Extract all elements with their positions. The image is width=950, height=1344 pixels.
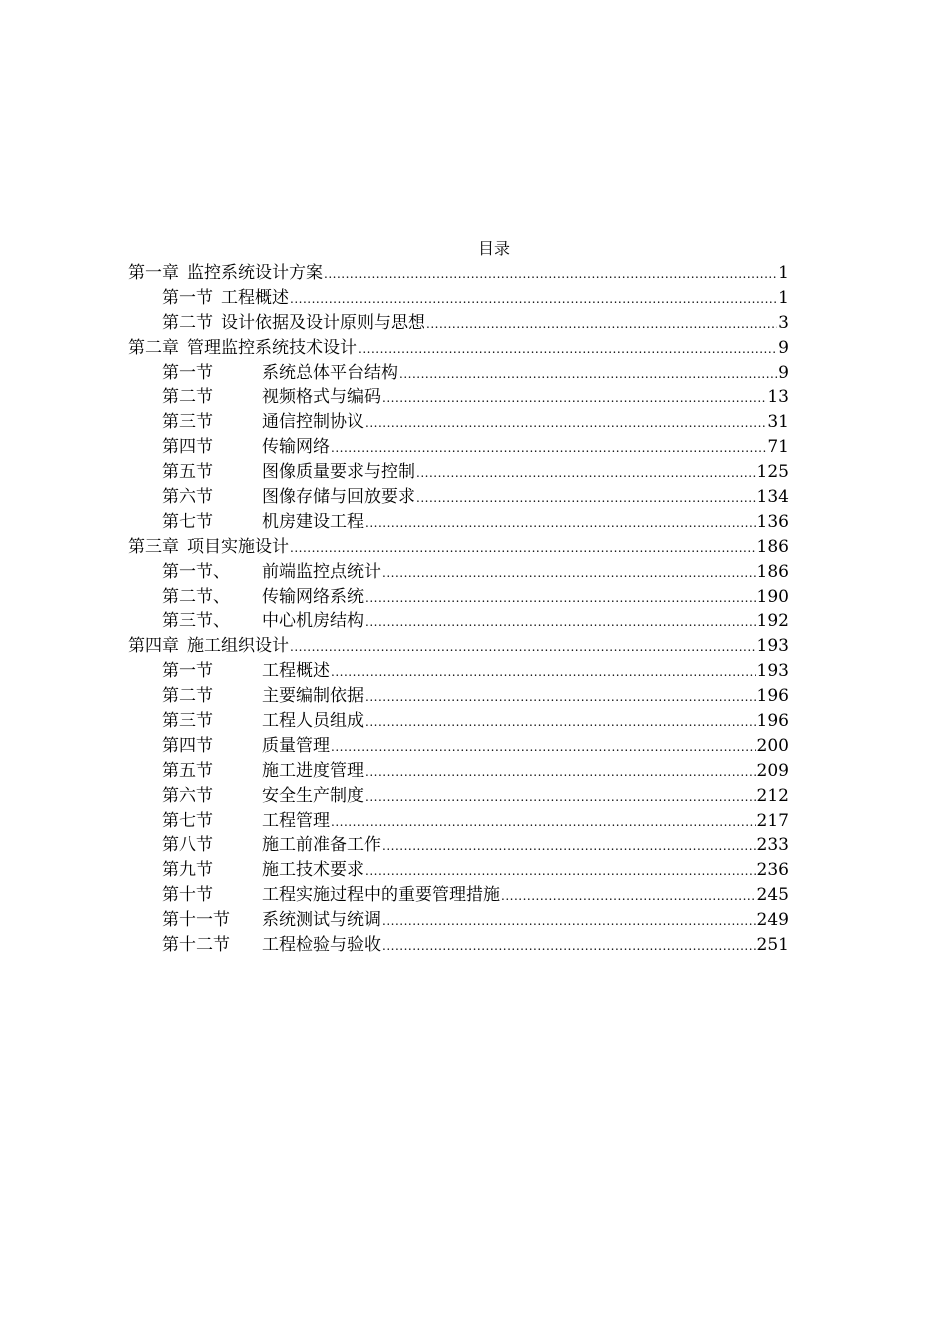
toc-section-entry[interactable]	[128, 585, 789, 610]
toc-entry-title: 设计依据及设计原则与思想	[221, 312, 425, 333]
toc-entry-page-number: 9	[778, 362, 789, 383]
toc-entry-page-number: 193	[756, 661, 789, 682]
toc-entry-title: 工程检验与验收	[262, 935, 381, 956]
toc-section-entry[interactable]	[128, 435, 789, 460]
toc-entry-title: 施工技术要求	[262, 860, 364, 881]
toc-entry-number: 第二节	[162, 312, 213, 333]
toc-entry-page-number: 31	[767, 412, 789, 433]
toc-dot-leader	[426, 312, 777, 336]
toc-entry-page-number: 193	[756, 636, 789, 657]
toc-entry-page-number: 233	[756, 835, 789, 856]
toc-entry-title: 工程管理	[262, 810, 330, 831]
toc-dot-leader	[399, 362, 777, 386]
toc-entry-page-number: 190	[756, 586, 789, 607]
toc-entry-title: 主要编制依据	[262, 686, 364, 707]
toc-section-entry[interactable]	[128, 809, 789, 834]
toc-section-entry[interactable]	[128, 286, 789, 311]
toc-entry-number: 第六节	[162, 487, 213, 508]
toc-chapter-entry[interactable]	[128, 634, 789, 659]
toc-entry-page-number: 3	[778, 312, 789, 333]
toc-entry-title: 前端监控点统计	[262, 561, 381, 582]
toc-entry-title: 施工进度管理	[262, 760, 364, 781]
toc-dot-leader	[365, 610, 756, 634]
toc-entry-page-number: 134	[756, 487, 789, 508]
toc-entry-page-number: 217	[756, 810, 789, 831]
toc-entry-number: 第七节	[162, 810, 213, 831]
toc-entry-number: 第九节	[162, 860, 213, 881]
toc-entry-number: 第一章	[128, 263, 179, 283]
toc-dot-leader	[365, 411, 766, 435]
toc-entry-page-number: 196	[756, 686, 789, 707]
toc-section-entry[interactable]	[128, 460, 789, 485]
toc-section-entry[interactable]	[128, 485, 789, 510]
toc-entry-page-number: 1	[778, 287, 789, 308]
toc-entry-number: 第五节	[162, 462, 213, 483]
toc-entry-number: 第一节、	[162, 561, 230, 582]
toc-entry-number: 第二节	[162, 686, 213, 707]
toc-dot-leader	[365, 859, 756, 883]
toc-dot-leader	[382, 934, 756, 958]
toc-section-entry[interactable]	[128, 311, 789, 336]
toc-dot-leader	[365, 760, 756, 784]
toc-entry-title: 施工组织设计	[187, 636, 289, 657]
toc-entry-title: 机房建设工程	[262, 511, 364, 532]
toc-entry-title: 传输网络系统	[262, 586, 364, 607]
toc-section-entry[interactable]	[128, 883, 789, 908]
toc-entry-page-number: 71	[767, 437, 789, 458]
toc-dot-leader	[290, 287, 777, 311]
toc-entry-number: 第一节	[162, 661, 213, 682]
toc-entry-title: 管理监控系统技术设计	[187, 337, 357, 358]
toc-entry-page-number: 251	[756, 935, 789, 956]
toc-entry-page-number: 1	[778, 263, 789, 283]
toc-dot-leader	[382, 909, 756, 933]
toc-entry-title: 视频格式与编码	[262, 387, 381, 408]
toc-dot-leader	[382, 561, 756, 585]
toc-entry-number: 第五节	[162, 760, 213, 781]
toc-entry-page-number: 245	[756, 885, 789, 906]
toc-dot-leader	[324, 262, 777, 286]
toc-section-entry[interactable]	[128, 709, 789, 734]
toc-dot-leader	[331, 660, 756, 684]
toc-section-entry[interactable]	[128, 734, 789, 759]
toc-entry-title: 图像存储与回放要求	[262, 487, 415, 508]
toc-entry-number: 第一节	[162, 362, 213, 383]
toc-entry-number: 第一节	[162, 287, 213, 308]
toc-entry-title: 工程概述	[221, 287, 289, 308]
toc-entry-page-number: 136	[756, 511, 789, 532]
toc-entry-number: 第三节	[162, 711, 213, 732]
toc-section-entry[interactable]	[128, 858, 789, 883]
toc-entry-number: 第十节	[162, 885, 213, 906]
toc-entry-number: 第二节	[162, 387, 213, 408]
toc-entry-page-number: 13	[767, 387, 789, 408]
toc-entry-title: 通信控制协议	[262, 412, 364, 433]
toc-dot-leader	[365, 511, 756, 535]
toc-entry-number: 第二节、	[162, 586, 230, 607]
toc-section-entry[interactable]	[128, 659, 789, 684]
toc-entry-page-number: 9	[778, 337, 789, 358]
toc-dot-leader	[501, 884, 756, 908]
toc-entry-title: 中心机房结构	[262, 611, 364, 632]
toc-section-entry[interactable]	[128, 609, 789, 634]
toc-dot-leader	[290, 635, 756, 659]
toc-entry-title: 施工前准备工作	[262, 835, 381, 856]
toc-entry-title: 系统测试与统调	[262, 910, 381, 931]
toc-entry-number: 第三节、	[162, 611, 230, 632]
toc-chapter-entry[interactable]	[128, 535, 789, 560]
toc-entry-number: 第八节	[162, 835, 213, 856]
toc-entry-title: 传输网络	[262, 437, 330, 458]
toc-entry-page-number: 192	[756, 611, 789, 632]
toc-dot-leader	[290, 536, 756, 560]
toc-entry-title: 图像质量要求与控制	[262, 462, 415, 483]
toc-section-entry[interactable]	[128, 510, 789, 535]
toc-entry-page-number: 186	[756, 536, 789, 557]
toc-section-entry[interactable]	[128, 933, 789, 958]
toc-entry-title: 安全生产制度	[262, 785, 364, 806]
toc-entry-page-number: 125	[756, 462, 789, 483]
toc-entry-page-number: 209	[756, 760, 789, 781]
toc-dot-leader	[365, 785, 756, 809]
toc-chapter-entry[interactable]	[128, 336, 789, 361]
toc-entry-number: 第四节	[162, 735, 213, 756]
toc-dot-leader	[416, 486, 756, 510]
toc-section-entry[interactable]	[128, 784, 789, 809]
toc-entry-title: 工程实施过程中的重要管理措施	[262, 885, 500, 906]
toc-entry-title: 项目实施设计	[187, 536, 289, 557]
toc-dot-leader	[365, 710, 756, 734]
toc-dot-leader	[331, 810, 756, 834]
toc-entry-number: 第四章	[128, 636, 179, 657]
toc-entry-title: 系统总体平台结构	[262, 362, 398, 383]
toc-entry-page-number: 200	[756, 735, 789, 756]
toc-entry-title: 工程概述	[262, 661, 330, 682]
toc-section-entry[interactable]	[128, 361, 789, 386]
toc-entry-page-number: 186	[756, 561, 789, 582]
toc-section-entry[interactable]	[128, 385, 789, 410]
toc-dot-leader	[358, 337, 777, 361]
toc-section-entry[interactable]	[128, 560, 789, 585]
toc-entry-number: 第六节	[162, 785, 213, 806]
table-of-contents	[128, 261, 789, 958]
toc-dot-leader	[382, 834, 756, 858]
toc-dot-leader	[331, 735, 756, 759]
toc-section-entry[interactable]	[128, 908, 789, 933]
toc-dot-leader	[382, 386, 766, 410]
toc-entry-number: 第七节	[162, 511, 213, 532]
toc-entry-title: 质量管理	[262, 735, 330, 756]
toc-entry-title: 监控系统设计方案	[187, 263, 323, 283]
toc-section-entry[interactable]	[128, 833, 789, 858]
toc-dot-leader	[416, 461, 756, 485]
toc-entry-number: 第十一节	[162, 910, 230, 931]
toc-dot-leader	[331, 436, 766, 460]
toc-entry-number: 第三章	[128, 536, 179, 557]
toc-dot-leader	[365, 586, 756, 610]
toc-entry-number: 第十二节	[162, 935, 230, 956]
toc-entry-number: 第四节	[162, 437, 213, 458]
toc-entry-page-number: 236	[756, 860, 789, 881]
toc-entry-title: 工程人员组成	[262, 711, 364, 732]
toc-chapter-entry[interactable]	[128, 261, 789, 286]
toc-section-entry[interactable]	[128, 410, 789, 435]
toc-entry-page-number: 249	[756, 910, 789, 931]
toc-entry-number: 第三节	[162, 412, 213, 433]
toc-entry-page-number: 212	[756, 785, 789, 806]
toc-entry-page-number: 196	[756, 711, 789, 732]
toc-entry-number: 第二章	[128, 337, 179, 358]
toc-section-entry[interactable]	[128, 684, 789, 709]
toc-title: 目录	[477, 239, 510, 258]
toc-section-entry[interactable]	[128, 759, 789, 784]
toc-dot-leader	[365, 685, 756, 709]
